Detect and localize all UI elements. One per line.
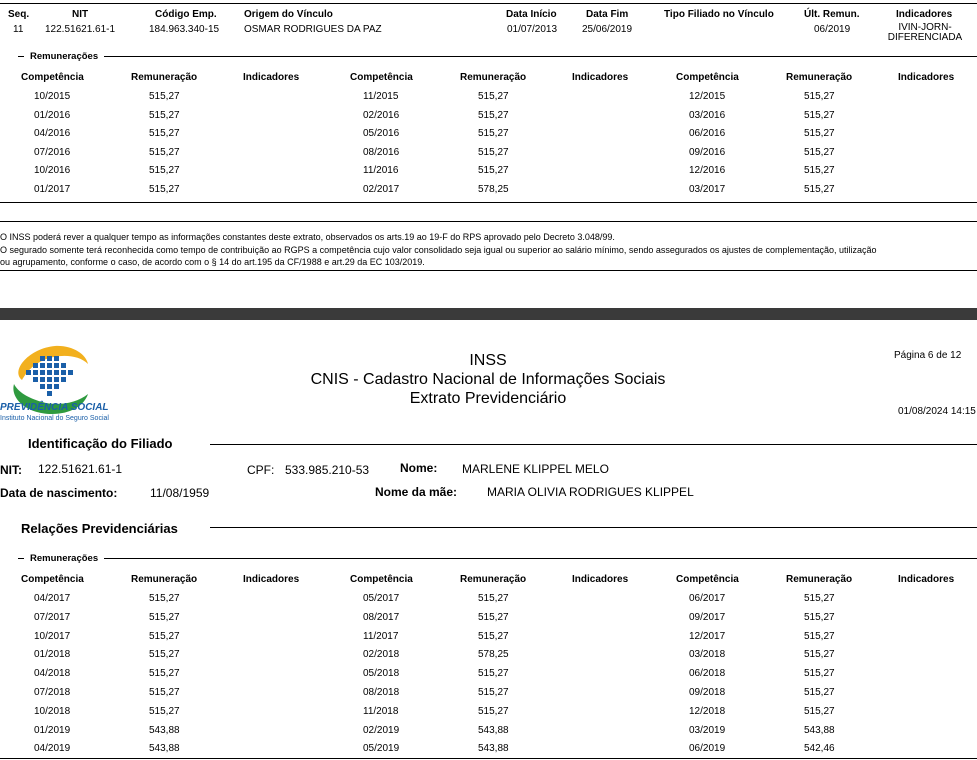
remuneracao-cell: 515,27 (478, 668, 509, 680)
remuneracao-cell: 515,27 (149, 611, 180, 623)
competencia-cell: 11/2018 (363, 705, 399, 717)
doc-title-extrato: Extrato Previdenciário (409, 390, 567, 407)
competencia-cell: 01/2018 (34, 649, 71, 661)
competencia-cell: 06/2016 (689, 128, 726, 140)
nascimento-label: Data de nascimento: (0, 486, 118, 500)
competencia-cell: 04/2017 (34, 593, 71, 604)
competencia-cell: 01/2017 (34, 184, 71, 195)
header-indicadores: Indicadores (572, 574, 629, 585)
header-nit: NIT (72, 9, 89, 20)
remuneracao-cell: 515,27 (804, 705, 835, 717)
header-indicadores: Indicadores (898, 574, 955, 585)
remuneracao-cell: 515,27 (478, 91, 509, 102)
competencia-cell: 11/2015 (363, 91, 399, 102)
competencia-cell: 02/2016 (363, 109, 400, 121)
remuneracao-cell: 515,27 (149, 687, 180, 698)
identificacao-title: Identificação do Filiado (28, 436, 173, 451)
header-ult-remun: Últ. Remun. (804, 9, 860, 20)
vinculo-nit: 122.51621.61-1 (45, 24, 116, 35)
cpf-label: CPF: (247, 463, 275, 477)
competencia-cell: 12/2015 (689, 91, 726, 102)
competencia-cell: 09/2016 (689, 146, 726, 158)
remuneracao-cell: 515,27 (804, 184, 835, 195)
remuneracao-cell: 515,27 (804, 687, 835, 698)
header-data-inicio: Data Início (506, 9, 557, 20)
header-competencia: Competência (676, 574, 739, 585)
header-remuneracao: Remuneração (460, 574, 527, 585)
remuneracao-cell: 515,27 (804, 593, 835, 604)
remuneracao-cell: 515,27 (149, 630, 180, 642)
remuneracao-cell: 543,88 (478, 743, 509, 755)
remuneracao-cell: 515,27 (149, 91, 180, 102)
competencia-cell: 03/2019 (689, 724, 726, 736)
competencia-cell: 03/2016 (689, 109, 726, 121)
logo-text-sub: Instituto Nacional do Seguro Social (0, 415, 109, 422)
remuneracao-cell: 515,27 (149, 165, 180, 177)
remuneracao-cell: 515,27 (478, 611, 509, 623)
competencia-cell: 05/2016 (363, 128, 400, 140)
remuneracao-cell: 515,27 (478, 146, 509, 158)
competencia-cell: 03/2018 (689, 649, 726, 661)
header-indicadores: Indicadores (896, 9, 953, 20)
competencia-cell: 02/2017 (363, 184, 400, 195)
identificacao-divider (210, 444, 977, 445)
competencia-cell: 11/2017 (363, 630, 399, 642)
remuneracao-cell: 515,27 (149, 146, 180, 158)
remuneracao-cell: 515,27 (478, 687, 509, 698)
header-indicadores: Indicadores (898, 72, 955, 83)
competencia-cell: 05/2019 (363, 743, 400, 755)
print-datetime: 01/08/2024 14:15 (898, 406, 976, 417)
header-tipo-filiado: Tipo Filiado no Vínculo (664, 9, 774, 20)
remuneracao-cell: 542,46 (804, 743, 835, 755)
competencia-cell: 12/2018 (689, 705, 726, 717)
notes-top-border (0, 221, 977, 222)
competencia-cell: 03/2017 (689, 184, 726, 195)
header-competencia: Competência (21, 72, 84, 83)
note-line-1: O INSS poderá rever a qualquer tempo as informações constantes deste extrato, observados os arts.19 ao 19-F do RPS aprovado pelo Decreto 3.048/99. (0, 232, 615, 242)
competencia-cell: 04/2019 (34, 743, 71, 755)
competencia-cell: 12/2017 (689, 630, 726, 642)
header-remuneracao: Remuneração (786, 72, 853, 83)
nome-label: Nome: (400, 461, 438, 475)
competencia-cell: 07/2017 (34, 611, 71, 623)
cpf-value: 533.985.210-53 (285, 463, 370, 477)
logo-text-main: PREVIDÊNCIA SOCIAL (0, 402, 109, 413)
remuneracao-cell: 515,27 (478, 593, 509, 604)
page-separator (0, 308, 977, 320)
vinculo-indicadores-2: DIFERENCIADA (887, 32, 963, 43)
competencia-cell: 10/2015 (34, 91, 71, 102)
competencia-cell: 05/2017 (363, 593, 400, 604)
header-indicadores: Indicadores (243, 72, 300, 83)
remuneracao-cell: 515,27 (478, 630, 509, 642)
remuneracao-cell: 515,27 (804, 91, 835, 102)
relacoes-title: Relações Previdenciárias (21, 521, 178, 536)
nascimento-value: 11/08/1959 (150, 486, 210, 500)
header-competencia: Competência (21, 574, 84, 585)
remun-top-label: Remunerações (24, 51, 104, 62)
remuneracao-cell: 515,27 (149, 649, 180, 661)
competencia-cell: 10/2016 (34, 165, 71, 177)
note-line-3: ou agrupamento, conforme o caso, de acordo com o § 14 do art.195 da CF/1988 e art.29 da EC 103/2019. (0, 257, 425, 267)
vinculo-seq: 11 (13, 24, 24, 35)
header-remuneracao: Remuneração (786, 574, 853, 585)
header-codigo-emp: Código Emp. (155, 9, 217, 20)
header-remuneracao: Remuneração (131, 72, 198, 83)
vinculo-data-inicio: 01/07/2013 (507, 24, 558, 35)
nome-value: MARLENE KLIPPEL MELO (462, 462, 609, 476)
remuneracao-cell: 543,88 (804, 724, 835, 736)
remuneracao-cell: 515,27 (804, 128, 835, 140)
vinculo-indicadores-1: IVIN-JORN- (898, 22, 952, 33)
remuneracao-cell: 515,27 (149, 705, 180, 717)
nome-mae-label: Nome da mãe: (375, 485, 458, 499)
remuneracao-cell: 515,27 (804, 165, 835, 177)
doc-title-cnis: CNIS - Cadastro Nacional de Informações Sociais (310, 371, 666, 388)
header-competencia: Competência (350, 72, 413, 83)
remuneracao-cell: 515,27 (478, 109, 509, 121)
header-indicadores: Indicadores (243, 574, 300, 585)
remuneracao-cell: 515,27 (804, 146, 835, 158)
competencia-cell: 02/2019 (363, 724, 400, 736)
remun-bottom-bottom-border (0, 758, 977, 759)
competencia-cell: 10/2017 (34, 630, 71, 642)
remuneracao-cell: 578,25 (478, 649, 509, 661)
competencia-cell: 04/2018 (34, 668, 71, 680)
remuneracao-cell: 515,27 (804, 611, 835, 623)
remuneracao-cell: 515,27 (149, 184, 180, 195)
competencia-cell: 08/2018 (363, 687, 400, 698)
competencia-cell: 06/2018 (689, 668, 726, 680)
remun-top-divider (18, 56, 977, 57)
competencia-cell: 01/2016 (34, 109, 71, 121)
header-remuneracao: Remuneração (131, 574, 198, 585)
remuneracao-cell: 515,27 (804, 668, 835, 680)
header-data-fim: Data Fim (586, 9, 629, 20)
remuneracao-cell: 515,27 (149, 128, 180, 140)
header-seq: Seq. (8, 9, 30, 20)
remuneracao-cell: 543,88 (478, 724, 509, 736)
doc-title-inss: INSS (469, 352, 507, 369)
remuneracao-cell: 515,27 (804, 649, 835, 661)
competencia-cell: 08/2017 (363, 611, 400, 623)
vinculo-ult-remun: 06/2019 (814, 24, 851, 35)
header-indicadores: Indicadores (572, 72, 629, 83)
remuneracao-cell: 578,25 (478, 184, 509, 195)
competencia-cell: 09/2017 (689, 611, 726, 623)
remuneracao-cell: 515,27 (478, 705, 509, 717)
remuneracao-cell: 515,27 (478, 165, 509, 177)
competencia-cell: 04/2016 (34, 128, 71, 140)
notes-bottom-border (0, 270, 977, 271)
vinculo-origem: OSMAR RODRIGUES DA PAZ (244, 24, 382, 35)
vinculo-data-fim: 25/06/2019 (582, 24, 633, 35)
nome-mae-value: MARIA OLIVIA RODRIGUES KLIPPEL (487, 485, 694, 499)
competencia-cell: 11/2016 (363, 165, 399, 177)
competencia-cell: 01/2019 (34, 724, 71, 736)
vinculo-codigo-emp: 184.963.340-15 (149, 24, 220, 35)
remun-bottom-label: Remunerações (24, 553, 104, 564)
remuneracao-cell: 543,88 (149, 743, 180, 755)
header-competencia: Competência (350, 574, 413, 585)
competencia-cell: 07/2016 (34, 146, 71, 158)
competencia-cell: 02/2018 (363, 649, 400, 661)
competencia-cell: 12/2016 (689, 165, 726, 177)
competencia-cell: 09/2018 (689, 687, 726, 698)
header-remuneracao: Remuneração (460, 72, 527, 83)
note-line-2: O segurado somente terá reconhecida como tempo de contribuição ao RGPS a competência cujo valor consolidado seja igual ou superior ao salário mínimo, sendo assegurados os ajustes de complementação, utilização (0, 245, 877, 255)
competencia-cell: 06/2019 (689, 743, 726, 755)
competencia-cell: 07/2018 (34, 687, 71, 698)
header-origem: Origem do Vínculo (244, 9, 333, 20)
remun-top-bottom-border (0, 202, 977, 203)
remuneracao-cell: 515,27 (149, 109, 180, 121)
competencia-cell: 05/2018 (363, 668, 400, 680)
remuneracao-cell: 543,88 (149, 724, 180, 736)
competencia-cell: 10/2018 (34, 705, 71, 717)
remuneracao-cell: 515,27 (478, 128, 509, 140)
competencia-cell: 08/2016 (363, 146, 400, 158)
nit-label: NIT: (0, 463, 22, 477)
remuneracao-cell: 515,27 (149, 593, 180, 604)
remuneracao-cell: 515,27 (149, 668, 180, 680)
remun-bottom-divider (18, 558, 977, 559)
header-competencia: Competência (676, 72, 739, 83)
remuneracao-cell: 515,27 (804, 630, 835, 642)
top-border (0, 3, 977, 4)
competencia-cell: 06/2017 (689, 593, 726, 604)
remuneracao-cell: 515,27 (804, 109, 835, 121)
relacoes-divider (210, 527, 977, 528)
nit-value: 122.51621.61-1 (38, 462, 123, 476)
page-info: Página 6 de 12 (894, 350, 962, 361)
